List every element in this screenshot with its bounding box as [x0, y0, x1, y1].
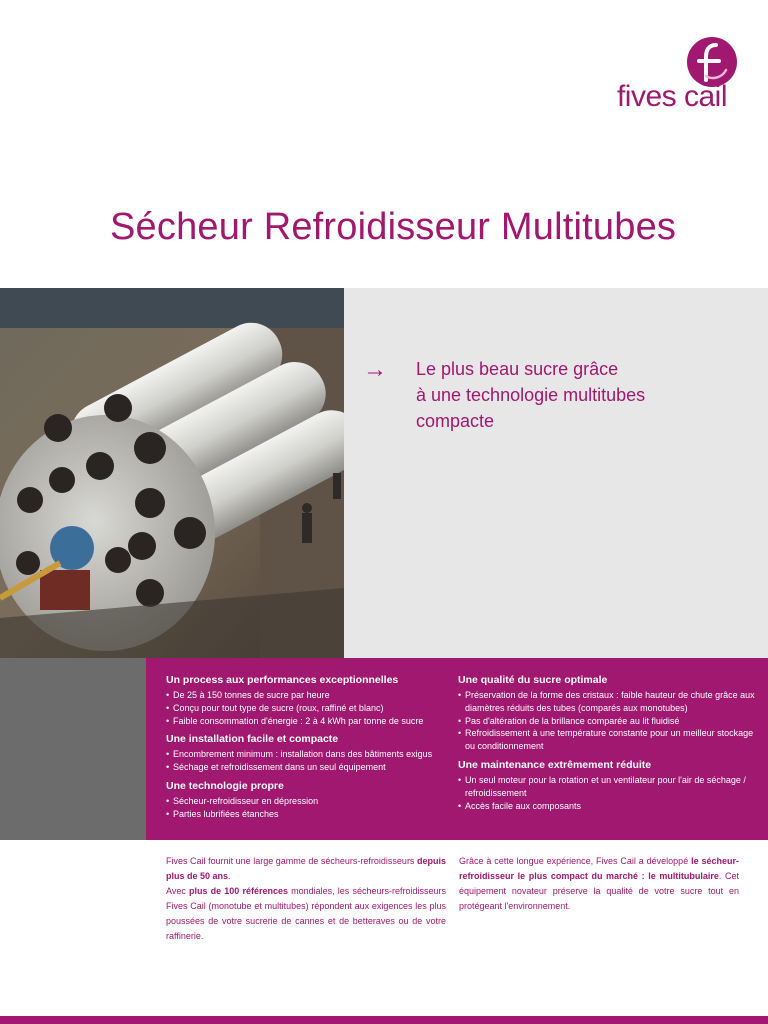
feature-item: • Faible consommation d'énergie : 2 à 4 kWh par tonne de sucre: [166, 715, 466, 728]
tagline-line: Le plus beau sucre grâce: [416, 359, 619, 379]
body-text: .: [228, 871, 231, 881]
feature-item: • Un seul moteur pour la rotation et un ventilateur pour l'air de séchage / refroidissement: [458, 774, 758, 800]
body-text-bold: le sécheur-refroidisseur le plus compact du marché : le multitubulaire: [459, 856, 739, 881]
feature-item: • Préservation de la forme des cristaux : faible hauteur de chute grâce aux diamètres réduits des tubes (comparés aux monotubes): [458, 689, 758, 715]
tagline-line: à une technologie multitubes: [416, 385, 646, 405]
feature-item: • Encombrement minimum : installation dans des bâtiments exigus: [166, 748, 466, 761]
feature-list: [458, 774, 758, 812]
feature-list: [166, 795, 466, 821]
feature-item: • Sécheur-refroidisseur en dépression: [166, 795, 466, 808]
page-title: Sécheur Refroidisseur Multitubes: [110, 206, 677, 248]
feature-heading: Une installation facile et compacte: [166, 733, 339, 746]
body-text-bold: plus de 100 références: [189, 886, 288, 896]
body-text: . Cet équipement novateur préserve la qualité de votre sucre tout en protégeant l'environnement.: [459, 871, 739, 911]
footer-bar: [0, 1016, 768, 1024]
body-text: mondiales, les sécheurs-refroidisseurs Fives Cail (monotube et multitubes) répondent aux exigences les plus poussées de votre sucrerie de cannes et de betteraves ou de votre raffinerie.: [166, 886, 446, 941]
arrow-right-icon: →: [363, 356, 387, 383]
feature-item: • Séchage et refroidissement dans un seul équipement: [166, 761, 466, 774]
feature-heading: Une maintenance extrêmement réduite: [458, 758, 652, 771]
grey-accent-block: [0, 658, 146, 840]
body-text-left: [166, 854, 446, 944]
body-text: Grâce à cette longue expérience, Fives Cail a développé: [459, 856, 692, 866]
feature-list: [458, 689, 758, 753]
feature-heading: Une qualité du sucre optimale: [458, 674, 608, 686]
features-right-column: [458, 674, 758, 818]
body-text-bold: depuis plus de 50 ans: [166, 856, 446, 881]
tagline: [416, 356, 736, 434]
feature-item: • Pas d'altération de la brillance comparée au lit fluidisé: [458, 715, 758, 728]
dryer-cooler-photo: [0, 288, 344, 658]
feature-item: • Parties lubrifiées étanches: [166, 808, 466, 821]
tagline-line: compacte: [416, 411, 495, 431]
feature-item: • Accès facile aux composants: [458, 800, 758, 813]
body-text: Fives Cail fournit une large gamme de sécheurs-refroidisseurs: [166, 856, 417, 866]
feature-item: • De 25 à 150 tonnes de sucre par heure: [166, 689, 466, 702]
feature-heading: Une technologie propre: [166, 779, 284, 792]
features-left-column: [166, 674, 466, 827]
feature-heading: Un process aux performances exceptionnelles: [166, 674, 399, 686]
feature-list: [166, 689, 466, 727]
features-band: [146, 658, 768, 840]
feature-item: • Refroidissement à une température constante pour un meilleur stockage ou conditionnement: [458, 727, 758, 753]
body-text: Avec: [166, 886, 189, 896]
feature-list: [166, 748, 466, 774]
body-text-right: [459, 854, 739, 914]
feature-item: • Conçu pour tout type de sucre (roux, raffiné et blanc): [166, 702, 466, 715]
brand-name: fives cail: [616, 80, 727, 113]
